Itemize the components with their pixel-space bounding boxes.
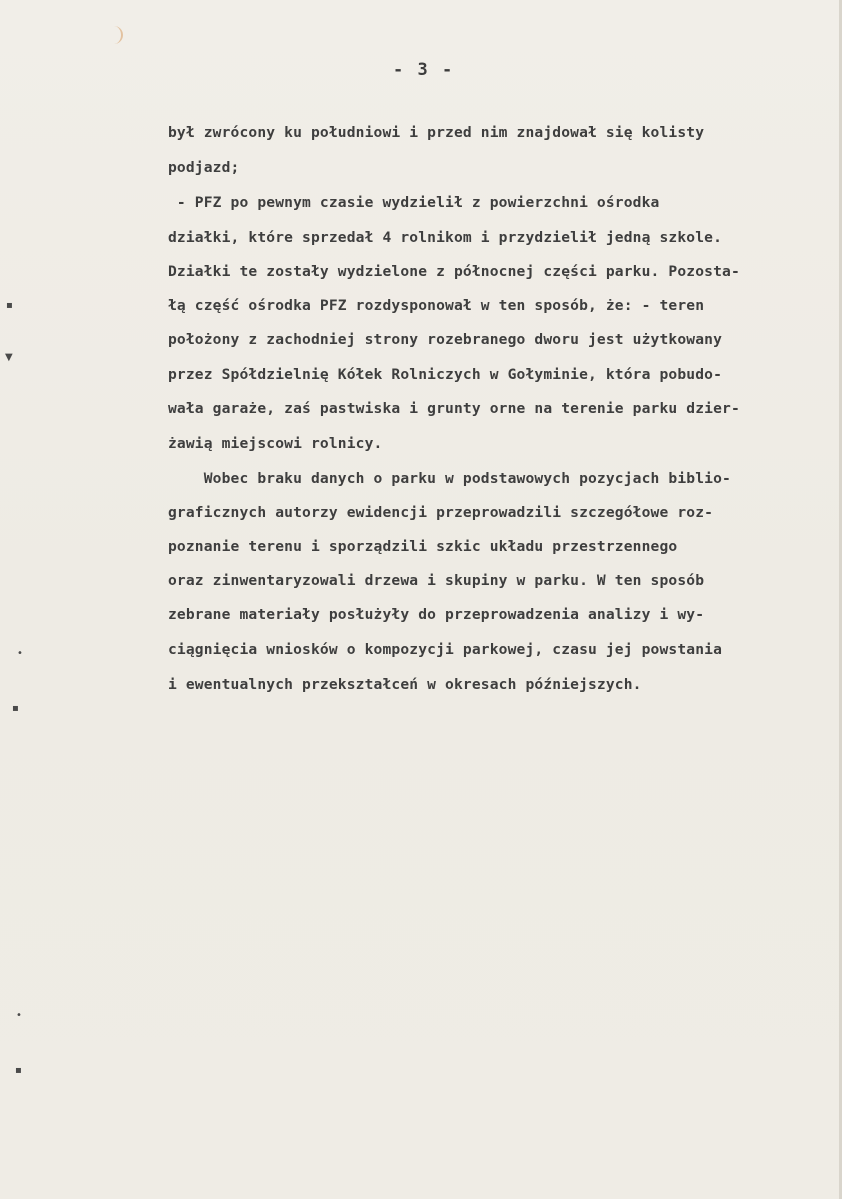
text-line: był zwrócony ku południowi i przed nim znajdował się kolisty (168, 124, 705, 141)
text-line: łą część ośrodka PFZ rozdysponował w ten sposób, że: - teren (168, 297, 705, 314)
text-line: poznanie terenu i sporządzili szkic układu przestrzennego (168, 538, 678, 555)
text-line: oraz zinwentaryzowali drzewa i skupiny w parku. W ten sposób (168, 572, 705, 589)
text-line: graficznych autorzy ewidencji przeprowadzili szczegółowe roz- (168, 504, 714, 521)
text-line: Wobec braku danych o parku w podstawowych pozycjach biblio- (168, 470, 731, 487)
page-number: - 3 - (393, 60, 455, 80)
text-line: - PFZ po pewnym czasie wydzielił z powierzchni ośrodka (168, 194, 660, 211)
text-line: Działki te zostały wydzielone z północnej części parku. Pozosta- (168, 263, 740, 280)
text-line: działki, które sprzedał 4 rolnikom i przydzielił jedną szkole. (168, 229, 723, 246)
scan-speck: ▼ (5, 352, 13, 363)
scan-speck: ▪ (6, 300, 13, 311)
text-line: zebrane materiały posłużyły do przeprowadzenia analizy i wy- (168, 606, 705, 623)
text-line: i ewentualnych przekształceń w okresach późniejszych. (168, 676, 642, 693)
scan-speck: • (17, 648, 23, 659)
paper-stain (113, 26, 123, 44)
text-line: przez Spółdzielnię Kółek Rolniczych w Gołyminie, która pobudo- (168, 366, 723, 383)
scan-speck: ▪ (15, 1065, 22, 1076)
scan-speck: ▪ (12, 703, 19, 714)
scan-speck: • (16, 1010, 22, 1021)
text-line: położony z zachodniej strony rozebranego dworu jest użytkowany (168, 331, 723, 348)
text-line: ciągnięcia wniosków o kompozycji parkowej, czasu jej powstania (168, 641, 723, 658)
text-line: żawią miejscowi rolnicy. (168, 435, 383, 452)
text-line: podjazd; (168, 159, 240, 176)
text-line: wała garaże, zaś pastwiska i grunty orne na terenie parku dzier- (168, 400, 740, 417)
